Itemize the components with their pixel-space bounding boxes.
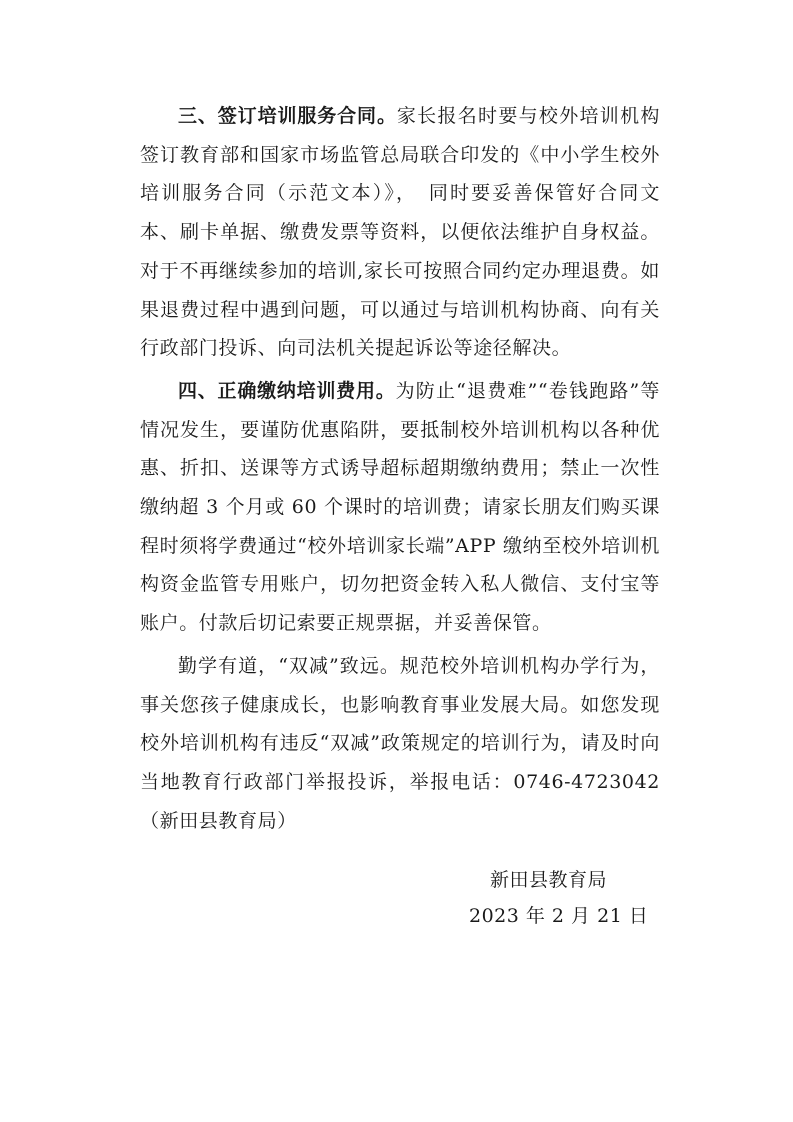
section-heading: 四、正确缴纳培训费用。 xyxy=(178,379,396,402)
section-text: 为防止“退费难”“卷钱跑路”等情况发生，要谨防优惠陷阱，要抵制校外培训机构以各种优惠、折扣、送课等方式诱导超标超期缴纳费用；禁止一次性缴纳超 3 个月或 60 个课时的培训费；请家长朋友们购买课程时须将学费通过“校外培训家长端”APP 缴纳至校外培训机构资金监管专用账户，切勿把资金转入私人微信、支付宝等账户。付款后切记索要正规票据，并妥善保管。 xyxy=(140,379,660,635)
section-contract xyxy=(140,97,660,368)
section-text: 家长报名时要与校外培训机构签订教育部和国家市场监管总局联合印发的《中小学生校外培训服务合同（示范文本）》， 同时要妥善保管好合同文本、刷卡单据、缴费发票等资料，以便依法维护自身权益。对于不再继续参加的培训,家长可按照合同约定办理退费。如果退费过程中遇到问题，可以通过与培训机构协商、向有关行政部门投诉、向司法机关提起诉讼等途径解决。 xyxy=(140,105,660,360)
signature-date: 2023 年 2 月 21 日 xyxy=(469,905,649,927)
signature-org: 新田县教育局 xyxy=(490,869,608,891)
document-body xyxy=(140,97,660,844)
closing-paragraph: 勤学有道，“双减”致远。规范校外培训机构办学行为，事关您孩子健康成长，也影响教育事业发展大局。如您发现校外培训机构有违反“双减”政策规定的培训行为，请及时向当地教育行政部门举报投诉，举报电话：0746-4723042（新田县教育局） xyxy=(140,654,660,832)
section-fees xyxy=(140,372,660,643)
section-heading: 三、签订培训服务合同。 xyxy=(178,105,397,127)
